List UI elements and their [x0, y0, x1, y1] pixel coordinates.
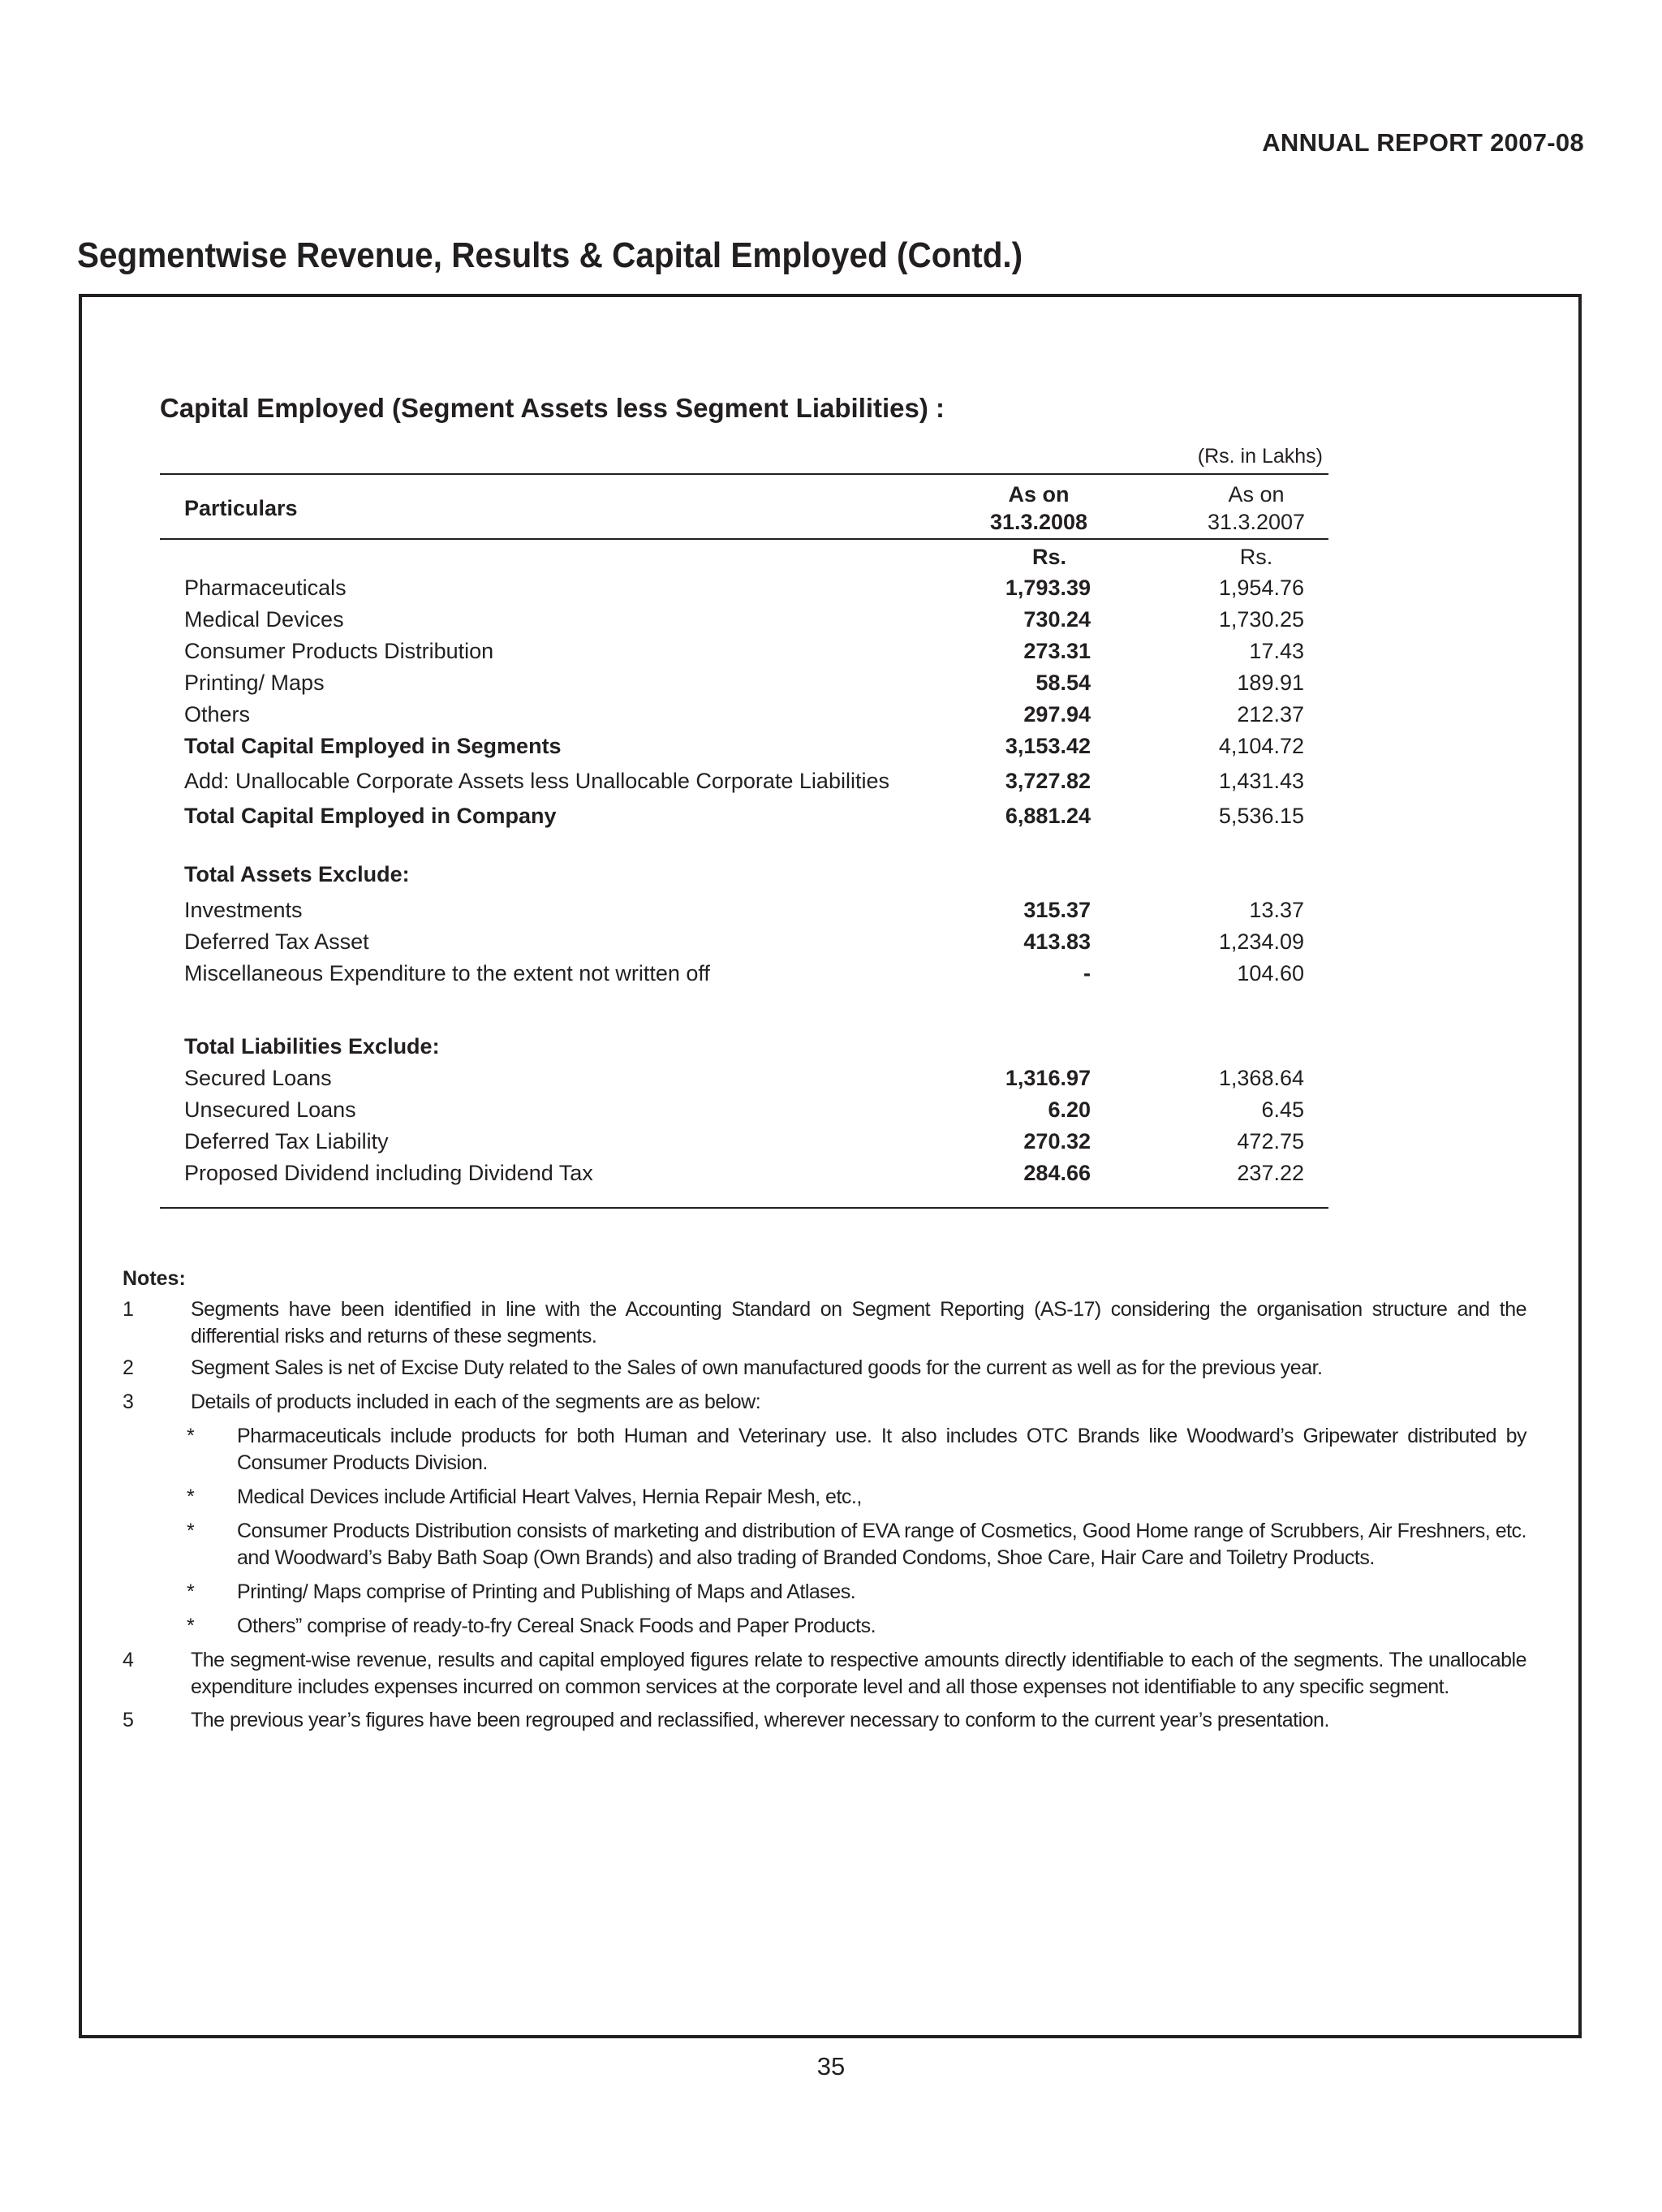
- note-bullet: *: [187, 1520, 195, 1542]
- note-subitem: [187, 1484, 1526, 1511]
- currency-label-2007: Rs.: [1239, 545, 1273, 569]
- row-value-2008: 3,727.82: [1005, 769, 1091, 793]
- header-bottom-rule: [160, 538, 1328, 540]
- note-item: [123, 1647, 1526, 1701]
- report-header: ANNUAL REPORT 2007-08: [1262, 128, 1584, 157]
- row-value-2007: 6.45: [1261, 1097, 1304, 1122]
- row-label: Miscellaneous Expenditure to the extent not written off: [184, 961, 710, 985]
- row-value-2007: 237.22: [1237, 1161, 1304, 1185]
- note-subitem: [187, 1518, 1526, 1572]
- row-label: Investments: [184, 898, 303, 922]
- note-bullet: *: [187, 1485, 195, 1508]
- unit-note: (Rs. in Lakhs): [1197, 445, 1323, 468]
- row-label: Add: Unallocable Corporate Assets less Unallocable Corporate Liabilities: [184, 769, 889, 793]
- note-number: 2: [123, 1356, 134, 1379]
- row-value-2007: 1,234.09: [1218, 929, 1304, 954]
- table-row: [0, 576, 1662, 605]
- note-text: Others” comprise of ready-to-fry Cereal Snack Foods and Paper Products.: [237, 1615, 876, 1637]
- table-row: [0, 1161, 1662, 1190]
- row-value-2008: 1,793.39: [1005, 576, 1091, 600]
- row-value-2008: 1,316.97: [1005, 1066, 1091, 1090]
- row-value-2007: 212.37: [1237, 702, 1304, 727]
- row-value-2008: 273.31: [1023, 639, 1091, 663]
- table-top-rule: [160, 473, 1328, 475]
- note-bullet: *: [187, 1615, 195, 1637]
- page-number: 35: [816, 2052, 846, 2080]
- note-item: [123, 1355, 1526, 1382]
- table-row: [0, 1066, 1662, 1095]
- row-label: Medical Devices: [184, 607, 344, 632]
- row-label: Proposed Dividend including Dividend Tax: [184, 1161, 593, 1185]
- table-row: [0, 1097, 1662, 1127]
- table-row: [0, 961, 1662, 990]
- note-text: Consumer Products Distribution consists of marketing and distribution of EVA range of Cosmetics, Good Home range of Scrubbers, Air Freshners, etc. and Woodward’s Baby Bath Soap (Own Brands) and also trading of Branded Condoms, Shoe Care, Hair Care and Toiletry Products.: [237, 1520, 1526, 1569]
- row-label: Others: [184, 702, 251, 727]
- notes-title: Notes:: [123, 1267, 186, 1290]
- row-value-2008: 6.20: [1048, 1097, 1091, 1122]
- column-header-2008-line2: 31.3.2008: [989, 510, 1088, 534]
- section-title: Capital Employed (Segment Assets less Segment Liabilities) :: [160, 393, 945, 423]
- row-value-2007: 4,104.72: [1218, 734, 1304, 758]
- table-row: [0, 702, 1662, 731]
- table-subheading: [0, 1034, 1662, 1063]
- table-row: [0, 898, 1662, 927]
- column-header-2007-line2: 31.3.2007: [1207, 510, 1306, 534]
- note-bullet: *: [187, 1580, 195, 1603]
- row-value-2008: 6,881.24: [1005, 804, 1091, 828]
- currency-label-2008: Rs.: [1031, 545, 1067, 569]
- table-row: [0, 1129, 1662, 1158]
- row-value-2007: 17.43: [1249, 639, 1304, 663]
- row-value-2007: 1,431.43: [1218, 769, 1304, 793]
- table-row: [0, 607, 1662, 636]
- row-value-2008: 413.83: [1023, 929, 1091, 954]
- row-label: Secured Loans: [184, 1066, 332, 1090]
- row-value-2008: 3,153.42: [1005, 734, 1091, 758]
- row-value-2008: 58.54: [1036, 670, 1091, 695]
- row-value-2008: 270.32: [1023, 1129, 1091, 1153]
- column-header-2008-line1: As on: [1008, 482, 1070, 507]
- table-row: [0, 929, 1662, 959]
- note-subitem: [187, 1423, 1526, 1477]
- row-label: Unsecured Loans: [184, 1097, 356, 1122]
- row-label: Pharmaceuticals: [184, 576, 347, 600]
- column-header-2008: [941, 481, 1136, 536]
- row-value-2008: -: [1083, 961, 1091, 985]
- note-text: Printing/ Maps comprise of Printing and Publishing of Maps and Atlases.: [237, 1580, 856, 1603]
- note-text: Details of products included in each of the segments are as below:: [191, 1391, 761, 1413]
- row-label: Total Liabilities Exclude:: [184, 1034, 440, 1059]
- row-value-2008: 730.24: [1023, 607, 1091, 632]
- row-label: Total Capital Employed in Company: [184, 804, 557, 828]
- note-text: The previous year’s figures have been regrouped and reclassified, wherever necessary to conform to the current year’s presentation.: [191, 1709, 1329, 1731]
- table-row: [0, 639, 1662, 668]
- row-value-2007: 1,368.64: [1218, 1066, 1304, 1090]
- column-header-2007: [1159, 481, 1354, 536]
- row-value-2007: 1,730.25: [1218, 607, 1304, 632]
- row-label: Total Capital Employed in Segments: [184, 734, 562, 758]
- row-value-2007: 472.75: [1237, 1129, 1304, 1153]
- row-value-2007: 104.60: [1237, 961, 1304, 985]
- table-row-total: [0, 734, 1662, 763]
- note-subitem: [187, 1613, 1526, 1640]
- row-value-2008: 297.94: [1023, 702, 1091, 727]
- note-number: 1: [123, 1298, 134, 1321]
- note-text: Medical Devices include Artificial Heart Valves, Hernia Repair Mesh, etc.,: [237, 1485, 862, 1508]
- row-value-2008: 284.66: [1023, 1161, 1091, 1185]
- column-header-2007-line1: As on: [1228, 482, 1285, 507]
- row-label: Total Assets Exclude:: [184, 862, 410, 886]
- row-value-2007: 189.91: [1237, 670, 1304, 695]
- table-row: [0, 670, 1662, 700]
- note-text: The segment-wise revenue, results and capital employed figures relate to respective amounts directly identifiable to each of the segments. The unallocable expenditure includes expenses incurred on common services at the corporate level and all those expenses not identifiable to any specific segment.: [191, 1649, 1526, 1698]
- row-label: Consumer Products Distribution: [184, 639, 494, 663]
- table-bottom-rule: [160, 1207, 1328, 1209]
- note-subitem: [187, 1579, 1526, 1606]
- row-value-2008: 315.37: [1023, 898, 1091, 922]
- row-label: Printing/ Maps: [184, 670, 325, 695]
- row-value-2007: 5,536.15: [1218, 804, 1304, 828]
- note-item: [123, 1389, 1526, 1416]
- page-title: Segmentwise Revenue, Results & Capital Employed (Contd.): [77, 235, 1023, 275]
- table-row-total: [0, 804, 1662, 833]
- table-subheading: [0, 862, 1662, 891]
- row-label: Deferred Tax Liability: [184, 1129, 389, 1153]
- note-text: Pharmaceuticals include products for both Human and Veterinary use. It also includes OTC Brands like Woodward’s Gripewater distributed by Consumer Products Division.: [237, 1425, 1526, 1474]
- row-value-2007: 1,954.76: [1218, 576, 1304, 600]
- column-header-particulars: Particulars: [184, 496, 298, 520]
- note-text: Segment Sales is net of Excise Duty related to the Sales of own manufactured goods for the current as well as for the previous year.: [191, 1356, 1323, 1379]
- note-text: Segments have been identified in line with the Accounting Standard on Segment Reporting (AS-17) considering the organisation structure and the differential risks and returns of these segments.: [191, 1298, 1526, 1347]
- row-label: Deferred Tax Asset: [184, 929, 369, 954]
- note-number: 3: [123, 1391, 134, 1413]
- note-item: [123, 1707, 1526, 1734]
- note-bullet: *: [187, 1425, 195, 1447]
- note-item: [123, 1296, 1526, 1350]
- note-number: 5: [123, 1709, 134, 1731]
- note-number: 4: [123, 1649, 134, 1671]
- table-row: [0, 769, 1662, 798]
- row-value-2007: 13.37: [1249, 898, 1304, 922]
